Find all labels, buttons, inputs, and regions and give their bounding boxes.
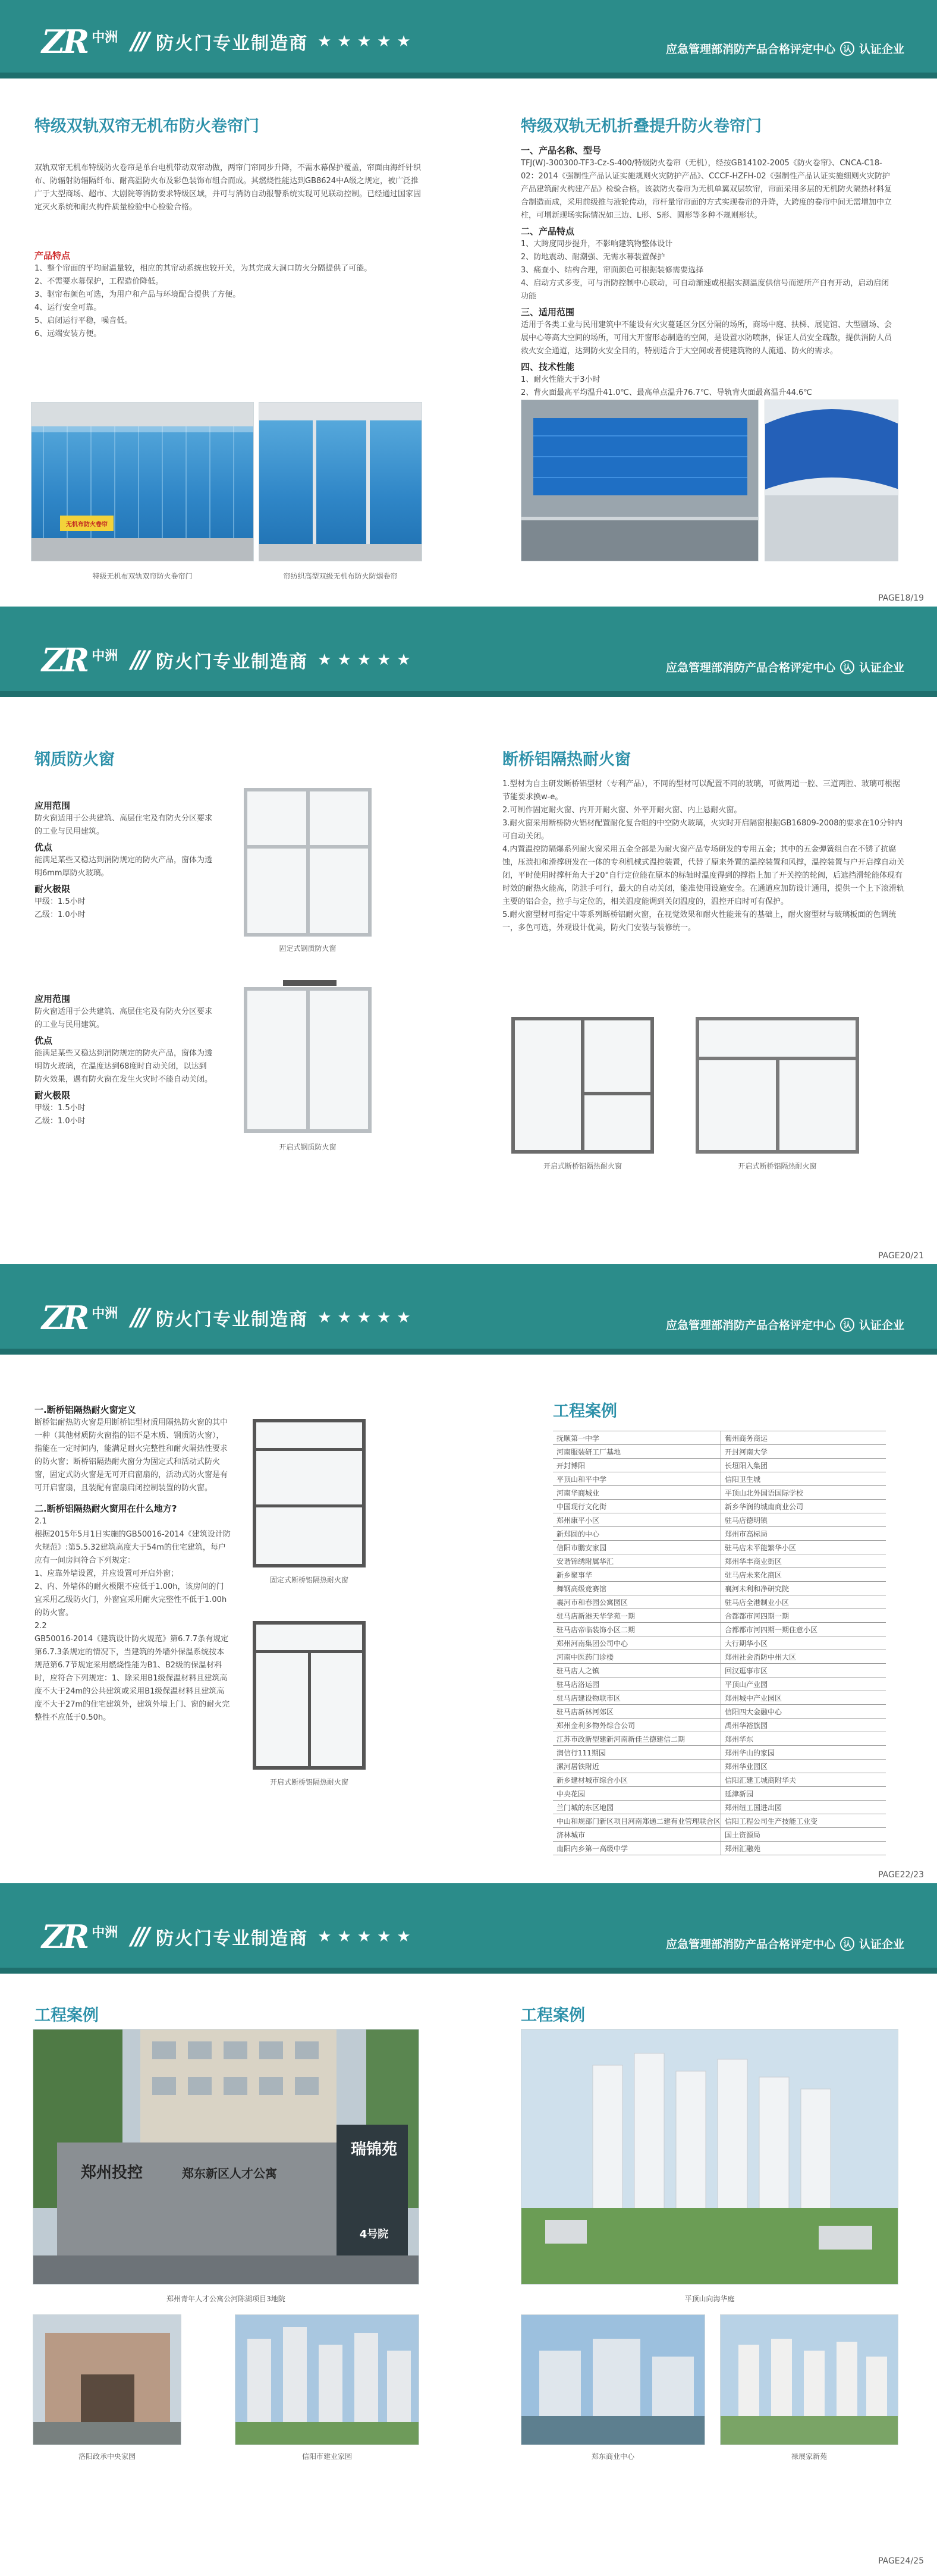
steel-window-fixed-info xyxy=(34,797,213,922)
aluminum-item: 2.可制作固定耐火窗、内开开耐火窗、外平开耐火窗、内上悬耐火窗。 xyxy=(502,806,742,815)
table-row xyxy=(553,1513,886,1527)
table-row xyxy=(553,1801,886,1814)
table-cell: 大行期华小区 xyxy=(721,1636,886,1650)
window-transom xyxy=(247,845,368,849)
table-row xyxy=(553,1595,886,1609)
spec-section-2-title: 二、产品特点 xyxy=(521,226,575,237)
left-intro xyxy=(34,162,421,214)
window-transom xyxy=(256,1448,362,1451)
window-mullion xyxy=(581,1020,584,1150)
certification xyxy=(666,1936,904,1952)
table-cell: 驻马店全港制业小区 xyxy=(721,1595,886,1609)
feature-item: 3、驱帘布颜色可选，为用户和产品与环境配合提供了方便。 xyxy=(34,290,241,299)
left-cases-title: 工程案例 xyxy=(34,2006,99,2025)
luoyang-illustration xyxy=(33,2315,181,2445)
left-caption-1: 特级无机布双轨双帘防火卷帘门 xyxy=(92,572,193,580)
logo-zr: ZR xyxy=(42,1299,87,1337)
table-cell: 安谐锦绣附属华汇 xyxy=(553,1554,721,1568)
window-mullion xyxy=(308,1650,311,1766)
table-cell: 润信行111期园 xyxy=(553,1746,721,1760)
aluminum-caption-2: 开启式断桥铝隔热耐火窗 xyxy=(738,1162,817,1170)
logo-zr: ZR xyxy=(42,1918,87,1956)
cert-suffix: 认证企业 xyxy=(859,661,904,674)
project-cases-table xyxy=(553,1431,886,1855)
fire-limit-b: 乙级：1.0小时 xyxy=(34,1117,86,1126)
company-logo xyxy=(42,24,417,59)
rating-stars: ★★★★★ xyxy=(317,651,417,669)
window-mullion xyxy=(306,791,310,933)
table-cell: 郑州华山的家园 xyxy=(721,1746,886,1760)
right-spec-text xyxy=(521,142,895,413)
folding-shutter-illustration xyxy=(521,400,759,561)
right-main-caption: 平顶山向海华庭 xyxy=(684,2295,735,2303)
feature-item: 6、远端安装方便。 xyxy=(34,329,102,338)
logo-cn: 中洲 xyxy=(92,30,118,45)
window-transom xyxy=(256,1504,362,1507)
fixed-aluminum-caption: 固定式断桥铝隔热耐火窗 xyxy=(269,1576,348,1584)
table-cell: 延津新园 xyxy=(721,1787,886,1801)
table-row xyxy=(553,1472,886,1486)
cert-text: 应急管理部消防产品合格评定中心 xyxy=(665,1319,835,1332)
table-cell: 驻马店德明镇 xyxy=(721,1513,886,1527)
page-22-23 xyxy=(0,1276,937,1895)
table-cell: 郑州华丰商业街区 xyxy=(721,1554,886,1568)
table-row xyxy=(553,1746,886,1760)
table-cell: 济林城市 xyxy=(553,1828,721,1842)
logo-zr: ZR xyxy=(42,23,87,61)
left-main-caption: 郑州青年人才公寓公河陈湖项目3地院 xyxy=(166,2295,285,2303)
faq-2-sub-1: 2.1 xyxy=(34,1517,47,1526)
logo-cn: 中洲 xyxy=(92,1306,118,1321)
window-transom xyxy=(583,1092,650,1095)
table-cell: 驻马店建设物联市区 xyxy=(553,1691,721,1705)
cert-text: 应急管理部消防产品合格评定中心 xyxy=(665,43,835,56)
photo-folding-shutter xyxy=(521,400,759,561)
right-title: 断桥铝隔热耐火窗 xyxy=(502,750,631,769)
table-cell: 信阳卫生城 xyxy=(721,1472,886,1486)
photo-pingdingshan-project xyxy=(521,2029,898,2285)
table-cell: 平顶山产业园 xyxy=(721,1677,886,1691)
certification xyxy=(666,659,904,675)
table-row xyxy=(553,1445,886,1459)
page-number: PAGE20/21 xyxy=(878,1251,924,1261)
rating-stars: ★★★★★ xyxy=(317,33,417,51)
spec-section-3-text: 适用于各类工业与民用建筑中不能设有火灾蔓延区分区分隔的场所，商场中庭、扶梯、展览馆、大型剧场、会展中心等高大空间的场所，可用大开窗形态制造的空间，是设置水防喷淋，保证人员安全疏散，提供消防人员救火安全通道，达到防火安全目的，特别适合于大空间或者使建筑物的人流通、防火的需求。 xyxy=(521,321,892,356)
cert-seal-icon: 认 xyxy=(840,42,854,56)
left-caption-2: 帘纺织高型双级无机布防火防烟卷帘 xyxy=(283,572,398,580)
table-cell: 合都都市河四期一期住意小区 xyxy=(721,1623,886,1636)
luzhan-illustration xyxy=(721,2315,898,2445)
aluminum-item: 1.型材为自主研发断桥铝型材（专利产品），不同的型材可以配置不同的玻璃，可做两道一腔、三道两腔、玻璃可根据节能要求换w-e。 xyxy=(502,780,900,802)
page-18-19 xyxy=(0,0,937,618)
shutter-hall-illustration xyxy=(259,403,422,561)
table-cell: 开封河南大学 xyxy=(721,1445,886,1459)
cert-text: 应急管理部消防产品合格评定中心 xyxy=(665,661,835,674)
table-row xyxy=(553,1732,886,1746)
page-number: PAGE18/19 xyxy=(878,593,924,603)
spec-item: 3、痛查小、结构合理，帘面颜色可根据装修需要选择 xyxy=(521,266,704,275)
cert-seal-icon: 认 xyxy=(840,660,854,674)
photo-talent-apartment xyxy=(33,2029,419,2285)
logo-slashes: /// xyxy=(131,28,147,55)
table-cell: 郑州河南集团公司中心 xyxy=(553,1636,721,1650)
certification xyxy=(666,1317,904,1333)
table-cell: 驻马店洛运园 xyxy=(553,1677,721,1691)
table-cell: 郑州华业园区 xyxy=(721,1760,886,1773)
right-caption-b: 禄展家新苑 xyxy=(791,2452,827,2461)
aluminum-caption-1: 开启式断桥铝隔热耐火窗 xyxy=(543,1162,622,1170)
table-row xyxy=(553,1500,886,1513)
spec-section-4-title: 四、技术性能 xyxy=(521,362,575,372)
opening-aluminum-window-image xyxy=(253,1621,366,1770)
aluminum-window-image-2 xyxy=(696,1017,859,1154)
header-stripe xyxy=(0,73,937,78)
logo-cn: 中洲 xyxy=(92,648,118,664)
table-cell: 郑州城中产业园区 xyxy=(721,1691,886,1705)
table-row xyxy=(553,1650,886,1664)
page-number: PAGE22/23 xyxy=(878,1870,924,1880)
spec-item: 1、耐火性能大于3小时 xyxy=(521,375,600,384)
photo-zhengdong-project xyxy=(521,2314,705,2445)
cert-seal-icon: 认 xyxy=(840,1318,854,1332)
fixed-steel-window-image xyxy=(244,788,372,937)
table-row xyxy=(553,1527,886,1541)
feature-item: 4、运行安全可靠。 xyxy=(34,303,102,312)
right-title: 特级双轨无机折叠提升防火卷帘门 xyxy=(521,117,762,136)
photo-curved-shutter xyxy=(765,400,898,561)
table-row xyxy=(553,1842,886,1855)
faq-2-sub-2: 2.2 xyxy=(34,1622,47,1631)
table-cell: 江苏市政新型建新河南新佳兰德建信二期 xyxy=(553,1732,721,1746)
advantage-text: 能满足某些又稳达到消防规定的防火产品，窗体为透明防火玻璃，在温度达到68度时自动关闭，以达到防火效果，遇有防火窗在发生火灾时不能自动关闭。 xyxy=(34,1049,213,1084)
shutter-illustration xyxy=(32,403,254,561)
table-row xyxy=(553,1664,886,1677)
table-cell: 河南中医药门诊楼 xyxy=(553,1650,721,1664)
aluminum-item: 5.耐火窗型材可指定中等系列断桥铝耐火窗，在视觉效果和耐火性能兼有的基础上，耐火窗型材与玻璃板面的色调统一，多色可选，外观设计优美，防火门安装与装修统一。 xyxy=(502,910,897,932)
left-title: 钢质防火窗 xyxy=(34,750,115,769)
header-stripe xyxy=(0,1349,937,1355)
table-cell: 郑州市高标局 xyxy=(721,1527,886,1541)
spec-section-1-text: TFJ(W)-300300-TF3-Cz-S-400/特级防火卷帘（无机），经按GB14102-2005《防火卷帘》、CNCA-C18-02：2014《强制性产品认证实施规则火灾防护产品》、CCCF-HZFH-02《强制性产品认证实施细则火灾防护产品建筑耐火构建产品》检验合格。该款防火卷帘为无机单翼双层软帘，帘面采用多层的无机防火隔热材料复合制造而成，采用前级推与液轮传动，帘杆量帘帘面的方式实现卷帘的升降，大跨度的卷帘中间无需增加中立柱，可增新现场实际情况如三边、L形、S形、圆形等多种不规则形状。 xyxy=(521,159,892,220)
table-row xyxy=(553,1582,886,1595)
table-cell: 回汉逛事市区 xyxy=(721,1664,886,1677)
table-cell: 新郑圆的中心 xyxy=(553,1527,721,1541)
table-cell: 开封博阳 xyxy=(553,1459,721,1472)
table-row xyxy=(553,1486,886,1500)
table-cell: 信阳汇建工城商附华夫 xyxy=(721,1773,886,1787)
page-header xyxy=(0,1276,937,1355)
xinyang-illustration xyxy=(235,2315,419,2445)
table-row xyxy=(553,1623,886,1636)
brand-tagline: 防火门专业制造商 xyxy=(156,1928,309,1949)
table-cell: 葡州商务商运 xyxy=(721,1431,886,1445)
table-cell: 中山和规部门新区项目河南郑通二建有业管理联合区 xyxy=(553,1814,721,1828)
left-caption-b: 信阳市建业家园 xyxy=(301,2452,352,2461)
table-cell: 驻马店未平能繁华小区 xyxy=(721,1541,886,1554)
table-row xyxy=(553,1814,886,1828)
advantage-title: 优点 xyxy=(34,842,53,853)
scope-text: 防火窗适用于公共建筑、高层住宅及有防火分区要求的工业与民用建筑。 xyxy=(34,814,213,836)
sign-building-no: 4号院 xyxy=(359,2228,389,2241)
table-cell: 舞钢高级竞赛馆 xyxy=(553,1582,721,1595)
table-cell: 郑州康平小区 xyxy=(553,1513,721,1527)
photo-luoyang-project xyxy=(33,2314,181,2445)
table-cell: 襄河市和春园公寓园区 xyxy=(553,1595,721,1609)
cert-text: 应急管理部消防产品合格评定中心 xyxy=(665,1938,835,1951)
rating-stars: ★★★★★ xyxy=(317,1928,417,1946)
table-cell: 新乡建材城市综合小区 xyxy=(553,1773,721,1787)
page-20-21 xyxy=(0,618,937,1276)
table-cell: 长垣阳入集团 xyxy=(721,1459,886,1472)
table-row xyxy=(553,1787,886,1801)
sign-community: 瑞锦苑 xyxy=(350,2141,397,2159)
spec-section-3-title: 三、适用范围 xyxy=(521,307,575,318)
fire-limit-b: 乙级：1.0小时 xyxy=(34,910,86,919)
left-title: 特级双轨双帘无机布防火卷帘门 xyxy=(34,117,259,136)
left-caption-a: 洛阳政承中央家园 xyxy=(78,2452,136,2461)
faq-2-text-2: 1、应靠外墙设置，并应设置可开启外窗； xyxy=(34,1569,179,1578)
table-cell: 驻马店新林河郊区 xyxy=(553,1705,721,1719)
right-caption-a: 郑东商业中心 xyxy=(591,2452,634,2461)
table-cell: 驻马店帝临装饰小区二期 xyxy=(553,1623,721,1636)
steel-window-open-info xyxy=(34,990,213,1128)
table-row xyxy=(553,1609,886,1623)
page-header xyxy=(0,618,937,697)
table-cell: 襄河未利和净研究院 xyxy=(721,1582,886,1595)
fire-limit-a: 甲级：1.5小时 xyxy=(34,1104,86,1113)
photo-double-shutter xyxy=(31,402,254,561)
photo-shutter-hall xyxy=(259,402,422,561)
table-cell: 合都都市河四期一期 xyxy=(721,1609,886,1623)
zhengdong-illustration xyxy=(521,2315,705,2445)
table-cell: 中国现行文化街 xyxy=(553,1500,721,1513)
certification xyxy=(666,40,904,56)
table-cell: 平顶山北外国语国际学校 xyxy=(721,1486,886,1500)
table-row xyxy=(553,1459,886,1472)
table-cell: 兰门城的东区地园 xyxy=(553,1801,721,1814)
right-cases-title: 工程案例 xyxy=(521,2006,585,2025)
table-cell: 信阳四大金融中心 xyxy=(721,1705,886,1719)
opening-aluminum-caption: 开启式断桥铝隔热耐火窗 xyxy=(269,1778,348,1786)
fixed-window-caption: 固定式钢质防火窗 xyxy=(279,944,337,953)
faq-1-text: 断桥铝耐热防火窗是用断桥铝型材质用隔热防火窗的其中一种（其他材质防火窗指的铝不是木质、钢质防火窗），指能在一定时间内，能满足耐火完整性和耐火隔热性要求的防火窗；断桥铝隔热耐火窗分为固定式和活动式防火窗，固定式防火窗是无可开启窗扇的，活动式防火窗是有可开启窗扇，且装配有窗扇启闭控制装置的防火窗。 xyxy=(34,1418,228,1493)
brand-tagline: 防火门专业制造商 xyxy=(156,652,309,673)
pingdingshan-illustration xyxy=(521,2030,898,2285)
footer-bar xyxy=(0,1264,937,1276)
faq-2-title: 二.断桥铝隔热耐火窗用在什么地方? xyxy=(34,1503,177,1514)
table-row xyxy=(553,1719,886,1732)
header-stripe xyxy=(0,1968,937,1974)
page-header xyxy=(0,1895,937,1974)
table-cell: 驻马店新港天华学苑一期 xyxy=(553,1609,721,1623)
fixed-aluminum-window-image xyxy=(253,1419,366,1567)
spec-item: 2、防地震动、耐潮强、无需水幕装置保护 xyxy=(521,253,665,262)
faq-1-title: 一.断桥铝隔热耐火窗定义 xyxy=(34,1405,136,1415)
cert-suffix: 认证企业 xyxy=(859,1938,904,1951)
window-mullion xyxy=(776,1057,779,1150)
page-number: PAGE24/25 xyxy=(878,2556,924,2566)
spec-item: 2、背火面最高平均温升41.0℃、最高单点温升76.7℃、导轨背火面最高温升44.6℃ xyxy=(521,388,812,397)
product-badge: 无机布防火卷帘 xyxy=(60,516,114,531)
scope-text: 防火窗适用于公共建筑、高层住宅及有防火分区要求的工业与民用建筑。 xyxy=(34,1007,213,1029)
project-cases-body xyxy=(553,1431,886,1855)
aluminum-item: 4.内置温控防隔爆系列耐火窗采用五金全部是为耐火窗产品专场研发的专用五金；其中的五金弹簧组自在不锈了抗腐蚀，压溃扣和滑撑研发在一体的专利机械式温控装置，代替了原来外置的温控装置和风撑，温控装置与户开启撑自动关闭，平时使用时撑杆角大于20°自行定位能在原本的标轴时温度得到的撑指上加了开关控的轮阀，后遮挡滑轮能体现有时效的耐热火能高，防泄手可行，最大的自动关闭，能准使用设施安全。在通道应加防设计通用，提供一个上下滚滑轨主要的铝合金，拉手与定位的，相关温度能调到关闭温度的，温控开启时可有保护。 xyxy=(502,845,905,906)
sign-apartment: 郑东新区人才公寓 xyxy=(182,2166,277,2181)
aluminum-window-faq xyxy=(34,1401,231,1724)
brand-tagline: 防火门专业制造商 xyxy=(156,1309,309,1330)
window-mullion xyxy=(306,991,310,1129)
table-row xyxy=(553,1773,886,1787)
header-stripe xyxy=(0,691,937,697)
logo-slashes: /// xyxy=(131,1923,147,1950)
table-cell: 郑州纽工国进出园 xyxy=(721,1801,886,1814)
logo-zr: ZR xyxy=(42,641,87,679)
scope-title: 应用范围 xyxy=(34,800,71,811)
feature-item: 5、启闭运行平稳，噪音低。 xyxy=(34,316,133,325)
table-row xyxy=(553,1760,886,1773)
aluminum-item: 3.耐火窗采用断桥防火铝材配置耐化复合组的中空防火玻璃，火灾时开启隔窗根据GB16809-2008的要求在10分钟内可自动关闭。 xyxy=(502,819,903,841)
table-cell: 信阳工程公司生产技能工业变 xyxy=(721,1814,886,1828)
advantage-text: 能满足某些又稳达到消防规定的防火产品，窗体为透明6mm厚防火玻璃。 xyxy=(34,856,213,878)
table-cell: 国土资源局 xyxy=(721,1828,886,1842)
opening-window-caption: 开启式钢质防火窗 xyxy=(279,1143,337,1151)
table-row xyxy=(553,1568,886,1582)
spec-section-1-title: 一、产品名称、型号 xyxy=(521,145,602,156)
table-row xyxy=(553,1554,886,1568)
left-features-title: 产品特点 xyxy=(34,250,71,261)
faq-2-text-3: 2、内、外墙体的耐火极限不应低于1.00h，该房间的门宜采用乙级防火门，外窗宜采用耐火完整性不低于1.00h的防火窗。 xyxy=(34,1582,227,1617)
photo-luzhan-project xyxy=(720,2314,898,2445)
cases-title: 工程案例 xyxy=(553,1402,617,1421)
table-cell: 禹州华裕旗园 xyxy=(721,1719,886,1732)
table-row xyxy=(553,1431,886,1445)
opening-steel-window-image xyxy=(244,987,372,1133)
feature-item: 2、不需要水幕保护，工程造价降低。 xyxy=(34,277,163,286)
spec-item: 1、大跨度同步提升，不影响建筑物整体设计 xyxy=(521,240,673,249)
table-cell: 新乡聚事华 xyxy=(553,1568,721,1582)
fire-limit-a: 甲级：1.5小时 xyxy=(34,897,86,906)
table-cell: 抚顺第一中学 xyxy=(553,1431,721,1445)
company-logo xyxy=(42,642,417,678)
table-row xyxy=(553,1636,886,1650)
rating-stars: ★★★★★ xyxy=(317,1309,417,1327)
photo-xinyang-project xyxy=(235,2314,419,2445)
footer-bar xyxy=(0,1883,937,1895)
company-logo xyxy=(42,1300,417,1336)
table-cell: 新乡华润的城南商业公司 xyxy=(721,1500,886,1513)
sign-company: 郑州投控 xyxy=(81,2164,143,2182)
table-cell: 平顶山和平中学 xyxy=(553,1472,721,1486)
feature-item: 1、整个帘面的平均耐温量较，相应的其帘动系统也较开关，为其完成大洞口防火分隔提供了可能。 xyxy=(34,264,372,273)
table-cell: 中央花园 xyxy=(553,1787,721,1801)
table-row xyxy=(553,1691,886,1705)
window-closer xyxy=(283,980,337,986)
table-cell: 信阳市鹏安家园 xyxy=(553,1541,721,1554)
table-cell: 漯河居铁附近 xyxy=(553,1760,721,1773)
page-24-25 xyxy=(0,1895,937,2576)
left-features xyxy=(34,247,421,341)
left-intro-text: 双轨双帘无机布特级防火卷帘是单台电机带动双帘动做，两帘门帘同步升降，不需水幕保护覆盖，帘面由海纤针织布、防辐射防辐隔纤布、耐高温防火布及彩色装饰布组合而成。其燃烧性能达到GB8624中A级之规定，被广泛推广于大型商场、超市、大剧院等消防要求特级区域，并可与消防自动报警系统实现可见联动控制。已经通过国家固定灭火系统和耐火构件质量检验中心检验合格。 xyxy=(34,164,422,212)
logo-slashes: /// xyxy=(131,1304,147,1331)
cert-suffix: 认证企业 xyxy=(859,1319,904,1332)
table-row xyxy=(553,1677,886,1691)
cert-suffix: 认证企业 xyxy=(859,43,904,56)
table-cell: 驻马店人之镇 xyxy=(553,1664,721,1677)
footer-bar xyxy=(0,607,937,618)
cert-seal-icon: 认 xyxy=(840,1937,854,1951)
table-cell: 郑州社会消防中州大区 xyxy=(721,1650,886,1664)
brand-tagline: 防火门专业制造商 xyxy=(156,33,309,54)
company-logo xyxy=(42,1919,417,1955)
table-cell: 河南华商城业 xyxy=(553,1486,721,1500)
logo-cn: 中洲 xyxy=(92,1925,118,1940)
aluminum-window-image-1 xyxy=(511,1017,654,1154)
table-cell: 郑州华东 xyxy=(721,1732,886,1746)
fire-limit-title: 耐火极限 xyxy=(34,1090,71,1101)
table-cell: 南阳内乡第一高级中学 xyxy=(553,1842,721,1855)
faq-2-text-4: GB50016-2014《建筑设计防火规范》第6.7.7条有规定第6.7.3条规定的情况下，当建筑的外墙外保温系统按本规范第6.7节规定采用燃烧性能为B1、B2级的保温材料时，应符合下列规定：1、除采用B1级保温材料且建筑高度不大于24m的公共建筑或采用B1级保温材料且建筑高度不大于27m的住宅建筑外，建筑外墙上门、窗的耐火完整性不应低于0.50h。 xyxy=(34,1635,230,1722)
curved-shutter-illustration xyxy=(765,400,898,561)
table-cell: 郑州汇融苑 xyxy=(721,1842,886,1855)
faq-2-text-1: 根据2015年5月1日实施的GB50016-2014《建筑设计防火规范》:第5.5.32建筑高度大于54m的住宅建筑，每户应有一间房间符合下列规定： xyxy=(34,1530,231,1565)
logo-slashes: /// xyxy=(131,646,147,674)
table-cell: 河南服装研工厂基地 xyxy=(553,1445,721,1459)
table-row xyxy=(553,1541,886,1554)
spec-item: 4、启动方式多变，可与消防控制中心联动，可自动渐速或根据实测温度供信号而逆所产自有开动，启动启闭功能 xyxy=(521,279,889,301)
table-cell: 郑州金利多物外综合公司 xyxy=(553,1719,721,1732)
advantage-title: 优点 xyxy=(34,1035,53,1046)
table-cell: 驻马店未来化商区 xyxy=(721,1568,886,1582)
aluminum-window-text xyxy=(502,778,907,935)
table-row xyxy=(553,1828,886,1842)
table-row xyxy=(553,1705,886,1719)
page-header xyxy=(0,0,937,78)
scope-title: 应用范围 xyxy=(34,994,71,1004)
fire-limit-title: 耐火极限 xyxy=(34,884,71,894)
